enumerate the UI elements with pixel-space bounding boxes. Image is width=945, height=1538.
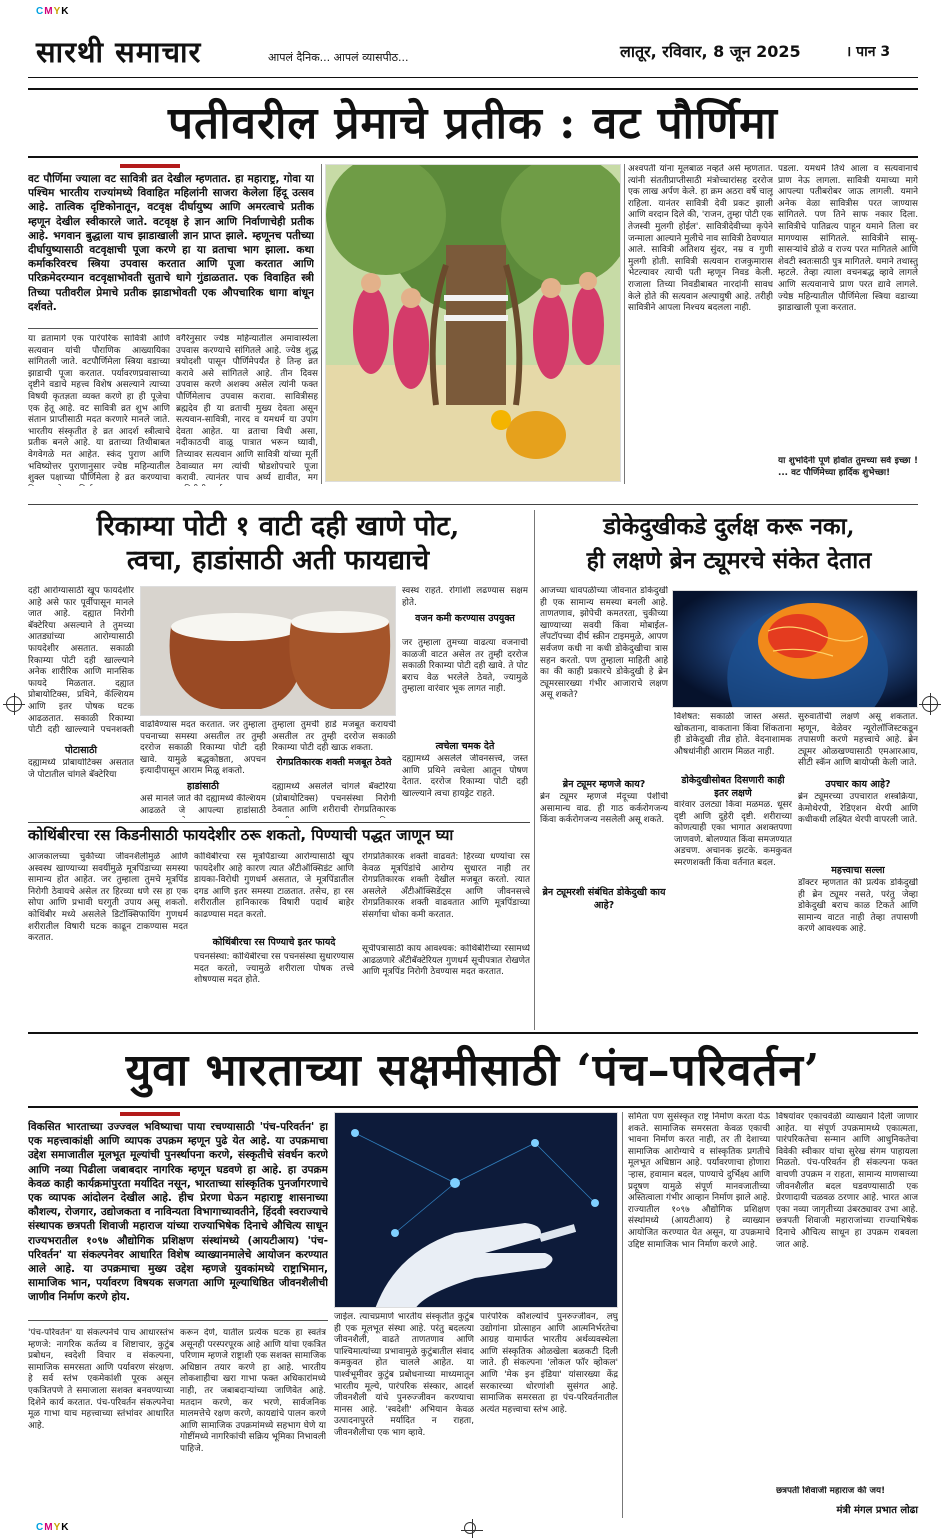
article5-byline: मंत्री मंगल प्रभात लोढा (836, 1505, 918, 1516)
article2-headline-line2: त्वचा, हाडांसाठी अती फायद्याचे (126, 545, 430, 576)
article4-col1: आजच्या धावपळीच्या जीवनात डोकेदुखी ही एक सामान्य समस्या बनली आहे. ताणतणाव, झोपेची कमतरता, चुकीच्या खाण्याच्या सवयी किंवा मोबाईल-लॅपटॉपच्या दीर्घ स्क्रीन टाइममुळे, आपण सर्वजण कधी ना कधी डोकेदुखीचा त्रास सहन करतो. पण तुम्हाला माहिती आहे का की काही प्रकारचे डोकेदुखी हे ब्रेन ट्यूमरसारख्या गंभीर आजाराचे लक्षण असू शकते? (540, 586, 668, 701)
article2-sub-bones: हाडांसाठी (187, 781, 219, 792)
article5-col2: करून देणे, यातील प्रत्येक घटक हा स्वतंत्र असूनही परस्परपूरक आहे आणि यांचा एकत्रित परिणाम म्हणजे राष्ट्राशी एक सशक्त सामाजिक अधिष्ठान तयार करणे हा आहे. भारतीय लोकशाहीचा खरा गाभा फक्त अधिकारांमध्ये नाही, तर जबाबदाऱ्यांच्या जाणिवेत आहे. मतदान करणे, कर भरणे, सार्वजनिक मालमत्तेचे रक्षण करणे, कायद्यांचे पालन करणे आणि सामाजिक उपक्रमांमध्ये सहभाग घेणे या गोष्टींमध्ये नागरिकांची सक्रिय भूमिका निभावली पाहिजे. (180, 1328, 326, 1454)
article2-sub-skin: त्वचेला चमक देते (435, 741, 495, 752)
page-number: । पान 3 (846, 44, 891, 60)
robot-hand-network-image (334, 1112, 618, 1308)
article2-sub-stomach: पोटासाठी (65, 745, 97, 756)
article1-col5: अश्वपती यांना मूलबाळ नव्हते असे म्हणतात. त्यांनी संततीप्राप्तीसाठी मंत्रोच्चारांसह दररोज एक लाख अर्पण केले. हा क्रम अठरा वर्षे चालू राहिला. यानंतर सावित्री देवी प्रकट झाली आणि वरदान दिले की, 'राजन, तुम्हा पोटी एक तेजस्वी मुलगी होईल'. सावित्रीदेवीच्या कृपेने जन्माला आल्याने मुलीचे नाव सावित्री ठेवण्यात आले. सावित्री अतिशय सुंदर, नम्र व गुणी मुलगी होती. सावित्री सत्यवान राजकुमारास भेटल्यावर त्याची पती म्हणून निवड केली. राजाला तिच्या निवडीबाबत नारदांनी सावध केले होते की सत्यवान अल्पायुषी आहे. तरीही सावित्रीने आपला निश्चय बदलला नाही. (628, 164, 773, 314)
article3-col3: रोगप्रतिकारक शक्ती वाढवते: हिरव्या धण्यांचा रस केवळ मूत्रपिंडांचे आरोग्य सुधारत नाही तर रोगप्रतिकारक शक्ती देखील मजबूत करतो. त्यात असलेले अँटीऑक्सिडेंट्स आणि जीवनसत्त्वे रोगप्रतिकारक शक्ती वाढवतात आणि मूत्रपिंडाच्या संसर्गाचा धोका कमी करतात. (362, 852, 530, 920)
article3-sub-benefits: कोथिंबीरचा रस पिण्याचे इतर फायदे (212, 937, 336, 948)
article5-headline: युवा भारताच्या सक्षमीसाठी ‘पंच–परिवर्तन’ (125, 1045, 821, 1096)
article5-closing: छत्रपती शिवाजी महाराज की जय! (776, 1486, 886, 1496)
register-mark-bottom-icon (464, 1522, 476, 1534)
article4-headline-line1: डोकेदुखीकडे दुर्लक्ष करू नका, (603, 513, 855, 540)
article4-sub-symptoms: डोकेदुखीसोबत दिसणारी काही इतर लक्षणे (681, 775, 785, 799)
article4-col1b: ब्रेन ट्यूमर म्हणजे मेंदूच्या पेशींची असामान्य वाढ. ही गाठ कर्करोगजन्य किंवा कर्करोगजन्य नसलेली असू शकते. (540, 792, 668, 826)
article2-col3b: दह्यामध्ये असलेले चांगले बॅक्टेरिया (प्रोबायोटिक्स) पचनसंस्था निरोगी ठेवतात आणि शरीराची रोगप्रतिकारक (272, 782, 396, 816)
article4-sub-headache: ब्रेन ट्यूमरशी संबंधित डोकेदुखी काय आहे? (542, 887, 666, 911)
article2-sub-weight: वजन कमी करण्यास उपयुक्त (415, 613, 515, 624)
article1-col1: या व्रतामागे एक पारंपरिक सावित्री आणि सत्यवान यांची पौराणिक आख्यायिका सांगितली जाते. वटपौर्णिमेला स्त्रिया वडाच्या झाडाची पूजा करतात. पर्यावरणप्रवासाच्या दृष्टीने वडाचे महत्त्व विशेष असल्याने त्याच्या विषयी कृतज्ञता व्यक्त करणे हा ही पूजेचा एक हेतू आहे. वट सावित्री व्रत शुभ आणि संतान प्राप्तीसाठी मदत करणारे मानले जाते. भारतीय संस्कृतीत हे व्रत आदर्श स्त्रीत्वाचे प्रतीक बनले आहे. या व्रताच्या तिथीबाबत वेगवेगळे मत आहेत. स्कंद पुराण आणि भविष्योत्तर पुराणानुसार ज्येष्ठ महिन्यातील शुक्ल पक्षाच्या पौर्णिमेला हे व्रत करण्याचा (28, 334, 170, 484)
article3-col2b: पचनसंस्था: कोथिंबीरचा रस पचनसंस्था सुधारण्यास मदत करतो, ज्यामुळे शरीराला पोषक तत्त्वे शोषण्यास मदत होते. (194, 952, 354, 986)
article2-headline-line1: रिकाम्या पोटी १ वाटी दही खाणे पोट, (96, 511, 460, 542)
article2-col1: दही आरोग्यासाठी खूप फायदेशीर आहे असे फार पूर्वीपासून मानले जात आहे. दह्यात निरोगी बॅक्टेरिया असल्याने ते तुमच्या आतड्यांच्या आरोग्यासाठी फायदेशीर असतात. सकाळी रिकाम्या पोटी दही खाल्ल्याने अनेक शारीरिक आणि मानसिक फायदे मिळतात. दह्यात प्रोबायोटिक्स, प्रथिने, कॅल्शियम आणि इतर पोषक घटक आढळतात. सकाळी रिकाम्या पोटी दही खाल्ल्याने पचनशक्ती (28, 586, 134, 736)
article2-sub-immunity: रोगप्रतिकारक शक्ती मजबूत ठेवते (276, 757, 392, 768)
article4-headline-line2: ही लक्षणे ब्रेन ट्यूमरचे संकेत देतात (586, 547, 872, 574)
article1-headline: पतीवरील प्रेमाचे प्रतीक : वट पौर्णिमा (168, 98, 778, 149)
article2-col4b: जर तुम्हाला तुमच्या वाढत्या वजनाची काळजी वाटत असेल तर तुम्ही दररोज सकाळी रिकाम्या पोटी दही खावे. ते पोट बराच वेळ भरलेले ठेवते, ज्यामुळे तुम्हाला वारंवार भूक लागत नाही. (402, 638, 528, 695)
article2-col1b: दह्यामध्ये प्रोबायोटिक्स असतात जे पोटातील चांगले बॅक्टेरिया (28, 758, 134, 780)
dateline: लातूर, रविवार, 8 जून 2025 (620, 42, 801, 61)
article3-col2: कोथिंबीरचा रस मूत्रपिंडाच्या आरोग्यासाठी खूप फायदेशीर आहे कारण त्यात अँटीऑक्सिडंट आणि डायका-विरोधी गुणधर्म असतात, जे मूत्रपिंडातील दगड आणि इतर समस्या टाळतात. तसेच, हा रस शरीरातील हानिकारक विषारी पदार्थ बाहेर काढण्यास मदत करतो. (194, 852, 354, 920)
masthead (28, 30, 918, 78)
article4-sub-advice: महत्त्वाचा सल्ला (831, 865, 885, 876)
article1-intro: वट पौर्णिमा ज्याला वट सावित्री व्रत देखील म्हणतात. हा महाराष्ट्र, गोवा या पश्चिम भारतीय राज्यांमध्ये विवाहित महिलांनी साजरा केलेला हिंदू उत्सव आहे. तात्विक दृष्टिकोनातून, वटवृक्ष दीर्घायुष्य आणि अमरत्वाचे प्रतीक म्हणून देखील स्वीकारले जाते. वटवृक्ष हे ज्ञान आणि निर्वाणाचेही प्रतीक आहे. भगवान बुद्धाला याच झाडाखाली ज्ञान प्राप्त झाले. म्हणूनच पतीच्या दीर्घायुष्यासाठी वटवृक्षाची पूजा करणे हा या व्रताचा भाग झाला. कथा कर्माकरिवरच स्त्रिया उपवास करतात आणि पूजा करतात आणि परिक्रमेदरम्यान वटवृक्षाभोवती सुताचे धागे गुंडाळतात. एक विवाहित स्त्री तिच्या पतीवरील प्रेमाचे प्रतीक झाडाभोवती एक औपचारिक धागा बांधून दर्शवते. (28, 173, 314, 313)
accent-bar (120, 164, 180, 168)
article3-col1: आजकालच्या चुकीच्या जीवनशैलीमुळे आणि अस्वस्थ खाण्याच्या सवयींमुळे मूत्रपिंडाच्या समस्या सामान्य होत आहेत. जर तुम्हाला तुमचे मूत्रपिंड निरोगी ठेवायचे असेल तर हिरव्या धणे रस हा एक सोपा आणि प्रभावी घरगुती उपाय असू शकतो. कोथिंबीर मध्ये असलेले डिटॉक्सिफायिंग गुणधर्म शरीरातील विषारी घटक काढून टाकण्यास मदत करतात. (28, 852, 188, 944)
article4-col3: सुरुवातीची लक्षणे असू शकतात. म्हणून, वेळेवर न्यूरोलॉजिस्टकडून तपासणी करणे महत्त्वाचे आहे. ब्रेन ट्यूमर ओळखण्यासाठी एमआरआय, सीटी स्कॅन आणि बायोप्सी केली जाते. (798, 712, 918, 769)
tagline: आपलं दैनिक... आपलं व्यासपीठ... (268, 51, 409, 64)
article5-col6: विषयांवर एकाचवेळी व्याख्याने दिली जाणार आहेत. या संपूर्ण उपक्रमामध्ये एकात्मता, पारंपरिकतेचा सन्मान आणि आधुनिकतेचा विवेकी स्वीकार यांचा सुरेख संगम पाहायला मिळतो. पंच-परिवर्तन ही संकल्पना फक्त वाचणी उपक्रम न राहता, सामान्य माणसाच्या जीवनशैलीत बदल घडवण्यासाठी एक प्रेरणादायी चळवळ ठरणार आहे. भारत आज एका नव्या जागृतीच्या उंबरठ्यावर उभा आहे. छत्रपती शिवाजी महाराजांच्या राज्याभिषेक दिनाचे औचित्य साधून हा उपक्रम राबवला जात आहे. (776, 1112, 918, 1250)
article1-col2: वगैरेनुसार ज्येष्ठ महिन्यातील अमावास्येला उपवास करण्याचे सांगितले आहे. ज्येष्ठ शुद्ध त्रयोदशी पासून पौर्णिमेपर्यंत हे तिन्ह व्रत करावे असे सांगितले आहे. तीन दिवस उपवास करणे अशक्य असेल त्यांनी फक्त पौर्णिमेलाच उपवास करावा. सावित्रीसह ब्रह्मदेव ही या व्रताची मुख्य देवता असून सत्यवान-सावित्री, नारद व यमधर्म या उपांग देवता आहेत. या व्रताचा विधी असा, नदीकाठची वाळू पात्रात भरून घ्यावी, तिच्यावर सत्यवान आणि सावित्री यांच्या मूर्ती ठेवाव्यात मग त्यांची षोडशोपचारे पूजा करावी. त्यानंतर पाच अर्घ्य द्यावीत, मग (176, 334, 318, 484)
article2-col2: वाढविण्यास मदत करतात. जर तुम्हाला पचनाच्या समस्या असतील तर तुम्ही दररोज सकाळी रिकाम्या पोटी दही खावे. यामुळे बद्धकोष्ठता, अपचन इत्यादीपासून आराम मिळू शकतो. (140, 720, 266, 777)
banyan-tree-worship-image (325, 164, 621, 482)
brain-scan-image (672, 590, 918, 708)
article4-col2: विशेषत: सकाळी जास्त असते. खोकताना, वाकताना किंवा शिंकताना ही डोकेदुखी तीव्र होते. वेदनाशामक औषधांनीही आराम मिळत नाही. (674, 712, 792, 757)
article2-col4: स्वस्थ राहते. रोगांशी लढण्यास सक्षम होते. (402, 586, 528, 608)
article2-col2b: असे मानले जाते की दह्यामध्ये कॅल्शियम आढळते जे आपल्या हाडांसाठी (140, 794, 266, 816)
article4-col3c: डॉक्टर म्हणतात की प्रत्येक डोकेदुखी ही ब्रेन ट्यूमर नसते, परंतु जेव्हा डोकेदुखी बराच काळ टिकते आणि सामान्य वाटत नाही तेव्हा तपासणी करणे आवश्यक आहे. (798, 878, 918, 935)
article1-col6: पडला. यमधर्म तिथे आला व सत्यवानाचे प्राण नेऊ लागला. सावित्री यमाच्या मागे आपल्या पतीबरोबर जाऊ लागली. यमाने अनेक वेळा सावित्रीस परत जाण्यास सांगितले. पण तिने साफ नकार दिला. सावित्रीचे पातिव्रत्य पाहून यमाने तिला वर मागण्यास सांगितले. सावित्रीने सासू-सासऱ्यांचे डोळे व राज्य परत मागितले आणि शेवटी स्वतःसाठी पुत्र मागितले. यमाने तथास्तु म्हटले. तेव्हा त्याला वचनबद्ध व्हावे लागले आणि सत्यवानाचे प्राण परत द्यावे लागले. ज्येष्ठ महिन्यातील पौर्णिमेला स्त्रिया वडाच्या झाडाखाली पूजा करतात. (778, 164, 918, 314)
register-mark-left-icon (6, 696, 22, 712)
article3-col3b: सूचीपत्रासाठी काय आवश्यक: कोथिंबीरीच्या रसामध्ये आढळणारे अँटीबॅक्टेरियल गुणधर्म सूचीपत्रात रोखणेत आणि मूत्रपिंड निरोगी ठेवण्यास मदत करतात. (362, 944, 530, 978)
article5-col4: पारंपरिक कौशल्यांचे पुनरुज्जीवन, लघु उद्योगांना प्रोत्साहन आणि आत्मनिर्भरतेचा आग्रह यामार्फत भारतीय अर्थव्यवस्थेला आणि संस्कृतिक ओळखेला बळकटी दिली जाते. ही संकल्पना 'लोकल फॉर व्होकल' आणि 'मेक इन इंडिया' यांसारख्या केंद्र सरकारच्या धोरणांशी सुसंगत आहे. सामाजिक समरसता हा पंच-परिवर्तनातील अत्यंत महत्त्वाचा स्तंभ आहे. (480, 1312, 618, 1415)
cmyk-mark-top: CMYK (36, 6, 70, 17)
accent-bar (120, 1112, 180, 1116)
article5-col5: समिता पण सुसंस्कृत राष्ट्र निर्माण करता येऊ शकते. सामाजिक समरसता केवळ एकाची भावना निर्माण करत नाही, तर ती देशाच्या सामाजिक आरोग्याचे व सांस्कृतिक प्रगतीचे मूलभूत अधिष्ठान आहे. पर्यावरणाचा होणारा ऱ्हास, हवामान बदल, पाण्याचे दुर्भिक्ष्य आणि प्रदूषण यामुळे संपूर्ण मानवजातीच्या अस्तित्वाला गंभीर आव्हान निर्माण झाले आहे. राज्यातील १०९७ औद्योगिक प्रशिक्षण संस्थांमध्ये (आयटीआय) हे व्याख्यान आयोजित करण्यात येत असून, या उपक्रमाचे उद्दिष्ट सामाजिक भान निर्माण करणे आहे. (628, 1112, 770, 1250)
clay-pot-curd-image (140, 586, 396, 716)
article1-closing: या शुभदिनी पूर्ण होवोत तुमच्या सर्व इच्छा ! ... वट पौर्णिमेच्या हार्दिक शुभेच्छा! (778, 456, 918, 478)
article5-col3: जाईल. त्याचप्रमाणे भारतीय संस्कृतीत कुटुंब ही एक मूलभूत संस्था आहे. परंतु बदलत्या जीवनशैली, वाढते ताणतणाव आणि पाश्चिमात्यांच्या प्रभावामुळे कुटुंबातील संवाद कमकुवत होत चालले आहेत. या पार्श्वभूमीवर कुटुंब प्रबोधनाच्या माध्यमातून भारतीय मूल्ये, पारंपरिक संस्कार, आदर्श जीवनशैली यांचे पुनरुज्जीवन करण्याचा मानस आहे. 'स्वदेशी' अभियान केवळ उत्पादनापुरते मर्यादित न राहता, जीवनशैलीचा एक भाग व्हावे. (334, 1312, 474, 1438)
newspaper-brand: सारथी समाचार (36, 35, 202, 69)
article5-col1: 'पंच-परिवर्तन' या संकल्पनेचे पाच आधारस्तंभ म्हणजे: नागरिक कर्तव्य व शिष्टाचार, कुटुंब प्रबोधन, स्वदेशी विचार व संकल्पना, सामाजिक समरसता आणि पर्यावरण संरक्षण. हे सर्व स्तंभ एकमेकांशी पूरक असून एकत्रितपणे ते समाजाला सशक्त बनवण्याच्या दिशेने कार्य करतात. पंच-परिवर्तन संकल्पनेचा मूळ गाभा याच महत्त्वाच्या स्तंभांवर आधारित आहे. (28, 1328, 174, 1431)
article4-sub-treatment: उपचार काय आहे? (825, 779, 891, 790)
article4-col2b: वारंवार उलट्या किंवा मळमळ. धूसर दृष्टी आणि दुहेरी दृष्टी. शरीराच्या कोणत्याही एका भागात अशक्तपणा जाणवणे. बोलण्यात किंवा समजण्यात अडचण. अचानक झटके. कमकुवत स्मरणशक्ती किंवा वर्तनात बदल. (674, 800, 792, 868)
cmyk-mark-bottom: CMYK (36, 1522, 70, 1533)
register-mark-right-icon (922, 696, 938, 712)
article4-sub-what: ब्रेन ट्यूमर म्हणजे काय? (562, 779, 646, 790)
article5-intro: विकसित भारताच्या उज्ज्वल भविष्याचा पाया रचण्यासाठी 'पंच-परिवर्तन' हा एक महत्त्वाकांक्षी आणि व्यापक उपक्रम म्हणून पुढे येत आहे. या उपक्रमाचा उद्देश समाजातील मूलभूत मूल्यांची पुनर्स्थापना करणे, संस्कृतीचे संवर्धन करणे आणि नव्या पिढीला जबाबदार नागरिक म्हणून घडवणे हा आहे. हा उपक्रम केवळ काही कार्यक्रमांपुरता मर्यादित नसून, भारताच्या सांस्कृतिक पुनर्जागरणाचे एक व्यापक आंदोलन देखील आहे. हीच प्रेरणा घेऊन महाराष्ट्र शासनाच्या कौशल्य, रोजगार, उद्योजकता व नाविन्यता विभागाच्यावतीने, हिंदवी स्वराज्याचे संस्थापक छत्रपती शिवाजी महाराज यांच्या राज्याभिषेक दिनाचे औचित्य साधून राज्यभरातील १०९७ औद्योगिक प्रशिक्षण संस्थांमध्ये (आयटीआय) 'पंच-परिवर्तन' या संकल्पनेवर आधारित विशेष व्याख्यानमालेचे आयोजन करण्यात आले आहे. या उपक्रमाचा मुख्य उद्देश म्हणजे युवकांमध्ये राष्ट्राभिमान, सामाजिक भान, पर्यावरण विषयक सजगता आणि मूल्याधिष्ठित जीवनशैलीची जाणीव निर्माण करणे होय. (28, 1121, 328, 1304)
article2-col3: तुम्हाला तुमची हाडे मजबूत करायची असतील तर तुम्ही दररोज सकाळी रिकाम्या पोटी दही खाऊ शकता. (272, 720, 396, 754)
article4-col3b: ब्रेन ट्यूमरच्या उपचारात शस्त्रक्रिया, केमोथेरपी, रेडिएशन थेरपी आणि कधीकधी लक्ष्यित थेरपी वापरली जाते. (798, 792, 918, 826)
article2-col4c: दह्यामध्ये असलेले जीवनसत्त्वे, जस्त आणि प्रथिने त्वचेला आतून पोषण देतात. दररोज रिकाम्या पोटी दही खाल्ल्याने त्वचा हायड्रेट राहते. (402, 754, 528, 799)
article3-headline: कोथिंबीरचा रस किडनीसाठी फायदेशीर ठरू शकतो, पिण्याची पद्धत जाणून घ्या (28, 826, 454, 844)
